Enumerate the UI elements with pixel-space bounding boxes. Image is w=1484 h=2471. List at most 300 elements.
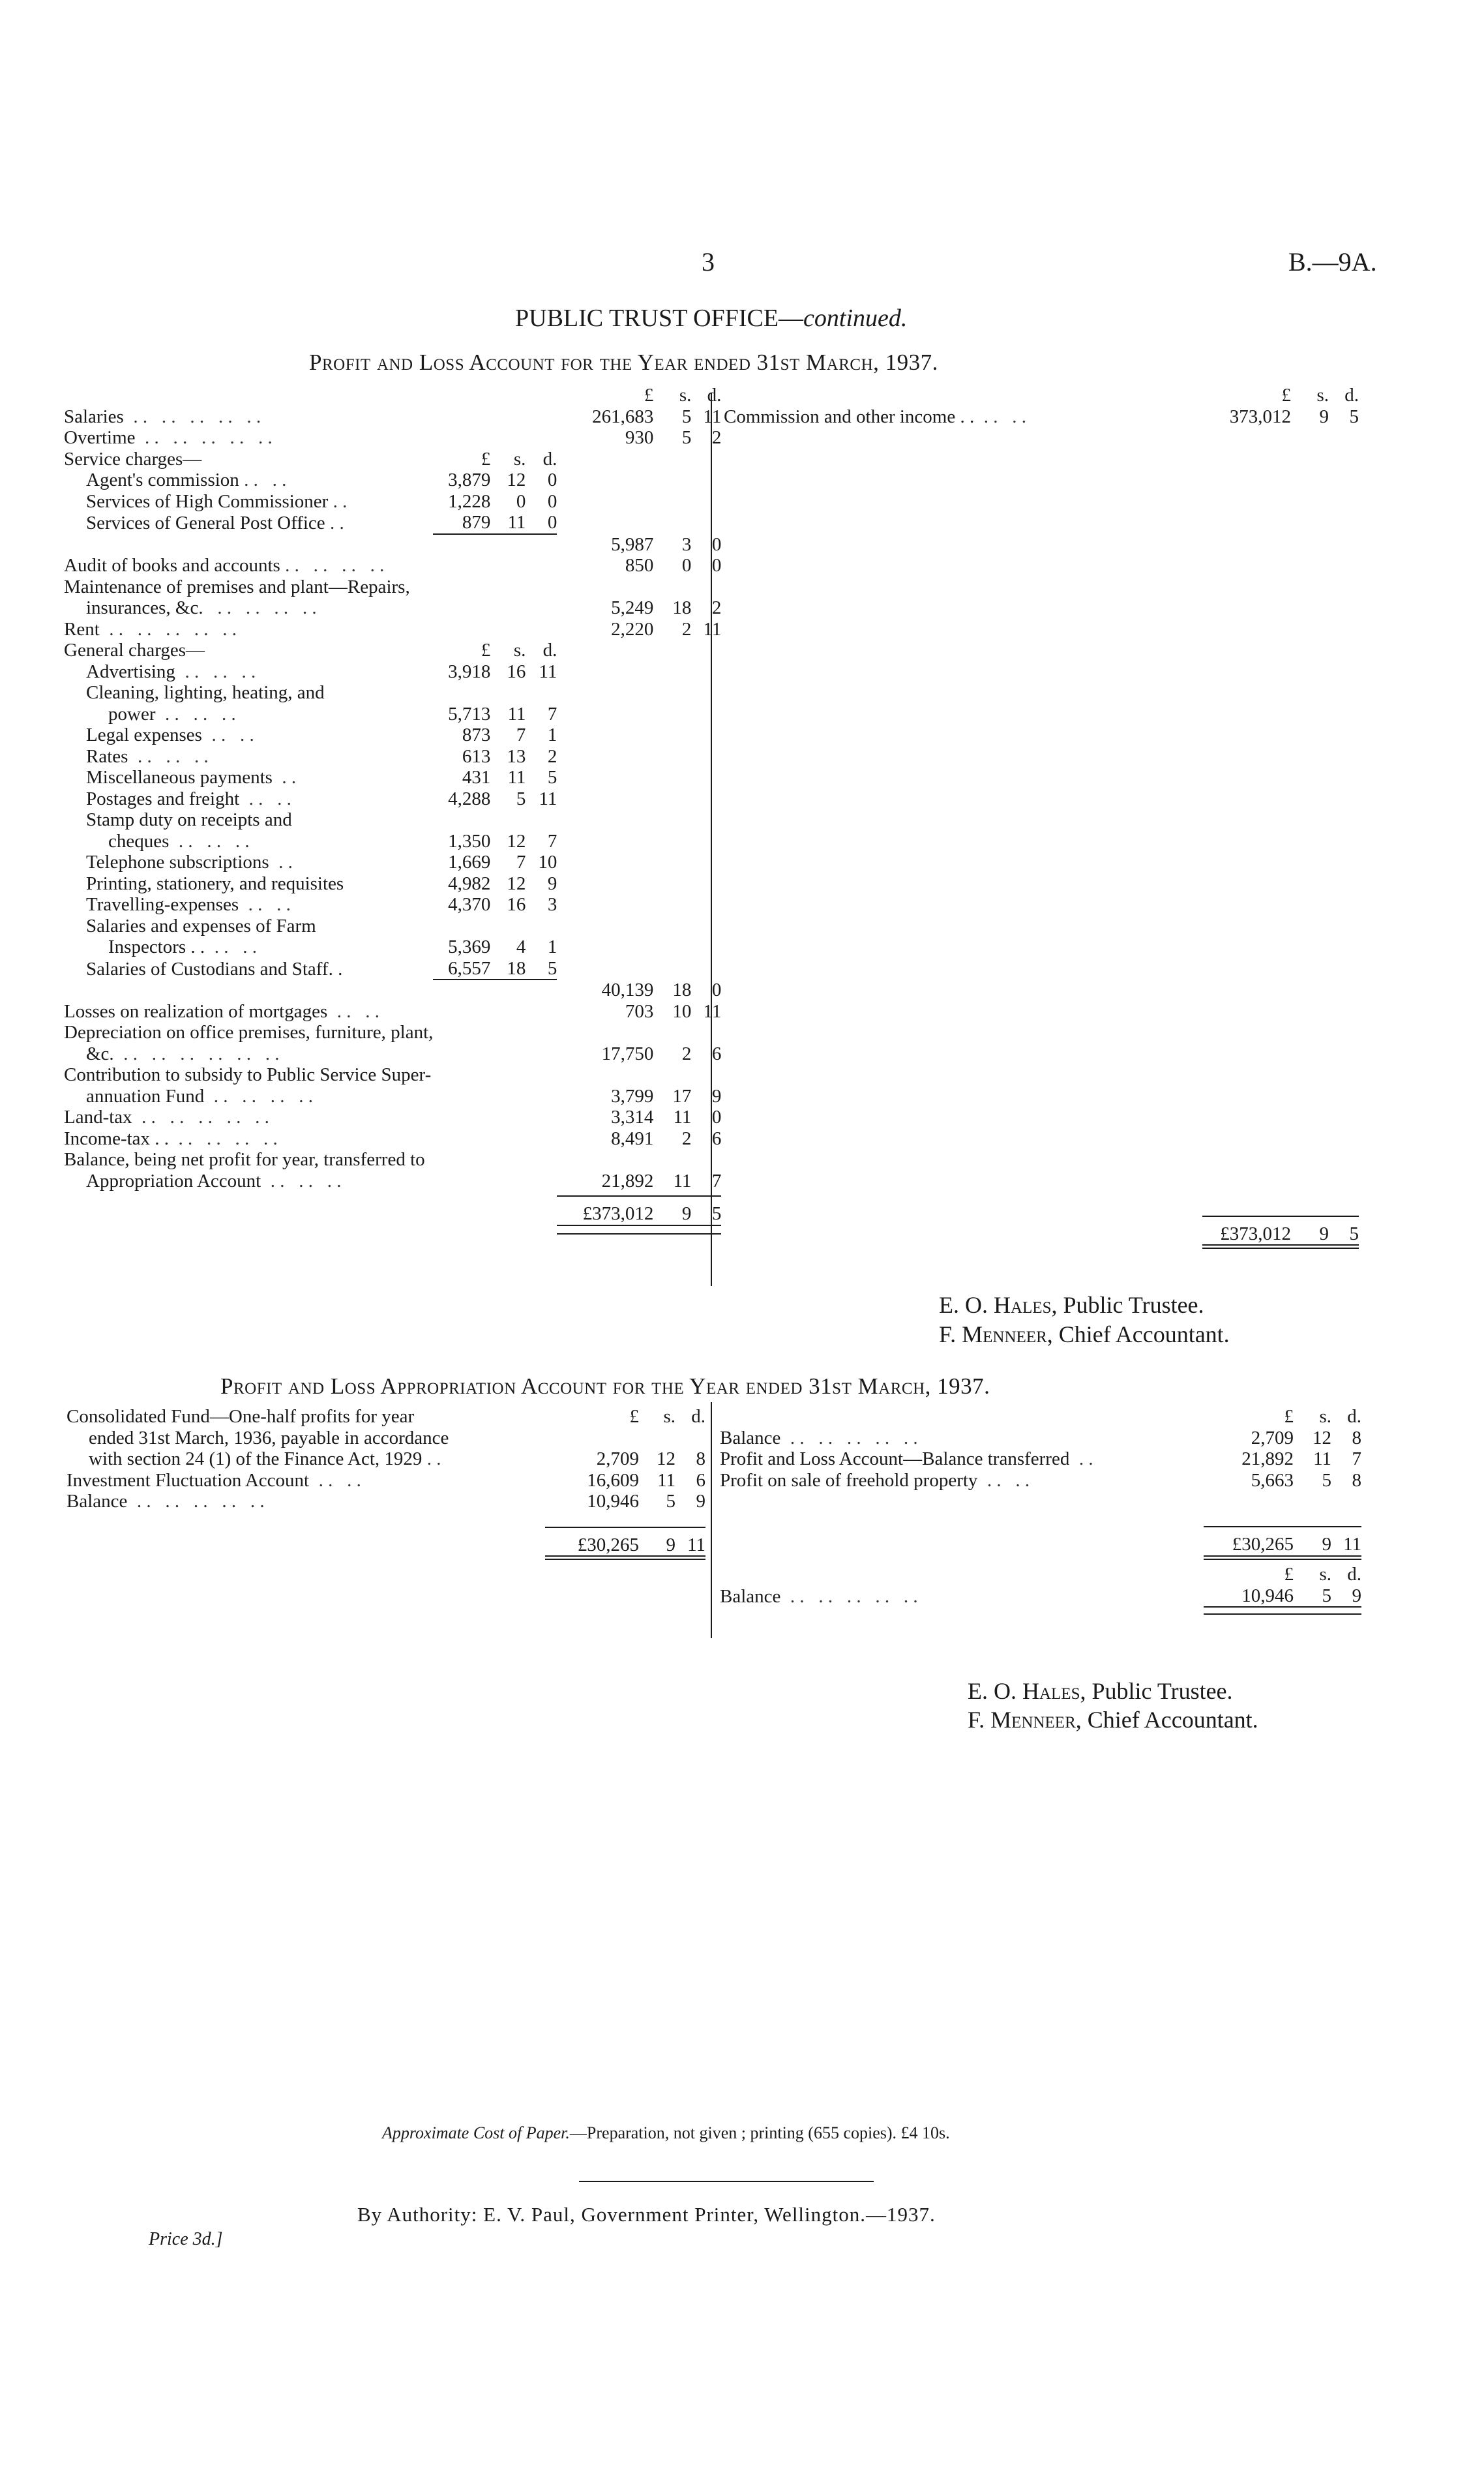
sub-amount-shillings: 11	[507, 767, 526, 788]
row-label	[715, 406, 1202, 428]
blank-cell	[433, 1149, 490, 1171]
amount-shillings: 0	[681, 555, 692, 576]
total-shillings: 9	[639, 1527, 675, 1557]
row-label-text: Maintenance of premises and plant—Repairs,	[64, 576, 410, 597]
sub-amount-pence: 5	[547, 767, 557, 788]
blank-cell	[490, 1043, 526, 1065]
row-leader-dots: . . . . . . . . . . . .	[113, 1043, 280, 1064]
row-label-text: Printing, stationery, and requisites	[86, 873, 344, 894]
row-label-text: Salaries and expenses of Farm	[86, 915, 316, 936]
row-leader-dots: . .	[272, 767, 297, 788]
total-pounds: £373,012	[557, 1196, 653, 1225]
app-signature-trustee	[968, 1677, 1233, 1705]
row-leader-dots: . . . . . . . .	[203, 597, 317, 618]
pound-col-header: £	[1284, 1564, 1294, 1585]
blank-cell	[653, 640, 691, 661]
sub-shilling-col-header: s.	[513, 448, 526, 470]
row-label	[67, 1428, 545, 1449]
amount-pounds: 2,709	[596, 1448, 639, 1469]
double-rule-row	[720, 1607, 1361, 1614]
double-rule	[1291, 1245, 1329, 1248]
ledger-row	[64, 640, 721, 661]
row-label-text: Commission and other income . .	[724, 406, 975, 427]
ledger-row	[64, 704, 721, 725]
row-label	[64, 619, 433, 640]
row-leader-dots: . . . . . . . . . .	[127, 1491, 265, 1512]
blank-cell	[526, 1149, 557, 1171]
blank-cell	[557, 640, 653, 661]
amount-pence: 8	[696, 1448, 705, 1469]
row-label-text: Land-tax	[64, 1107, 132, 1128]
amount-pence: 11	[703, 1000, 722, 1022]
blank-cell	[653, 682, 691, 704]
blank-cell	[715, 385, 1202, 406]
amount-pence: 8	[1352, 1427, 1361, 1448]
row-leader-dots: . . . .	[239, 894, 291, 915]
blank-cell	[490, 682, 526, 704]
blank-cell	[653, 746, 691, 768]
amount-pence: 0	[711, 555, 722, 576]
amount-shillings: 5	[1322, 1585, 1331, 1606]
row-leader-dots: . . . . . . . . . .	[780, 1427, 918, 1448]
sub-amount-shillings: 12	[507, 873, 526, 894]
row-label-text: Audit of books and accounts	[64, 555, 280, 576]
row-label	[64, 936, 433, 958]
amount-pence: 0	[711, 1107, 722, 1128]
blank-cell	[653, 470, 691, 491]
blank-cell	[526, 1225, 557, 1234]
cost-text: —Preparation, not given ; printing (655 copies). £4 10s.	[569, 2123, 950, 2142]
ledger-row	[64, 1171, 721, 1192]
row-leader-dots: . . . .	[201, 725, 254, 745]
double-rule	[557, 1225, 653, 1234]
blank-cell	[433, 577, 490, 598]
row-label	[64, 470, 433, 491]
row-label	[64, 597, 433, 619]
blank-cell	[64, 385, 433, 406]
spacer-row	[64, 1191, 721, 1196]
row-label	[64, 1043, 433, 1065]
sub-amount-pounds: 431	[462, 767, 491, 788]
sub-amount-pence: 5	[547, 957, 557, 979]
amount-shillings: 18	[672, 980, 692, 1000]
row-leader-dots: . .	[1069, 1448, 1093, 1469]
app-signature-accountant	[968, 1706, 1258, 1733]
amount-pence: 9	[711, 1085, 722, 1107]
amount-shillings: 11	[673, 1107, 692, 1128]
amount-shillings: 12	[657, 1448, 675, 1469]
sub-pound-col-header: £	[481, 448, 491, 470]
ledger-row	[64, 725, 721, 746]
amount-pounds: 16,609	[587, 1469, 639, 1491]
blank-cell	[675, 1428, 705, 1449]
blank-cell	[653, 936, 691, 958]
blank-cell	[653, 809, 691, 831]
amount-pounds: 5,663	[1251, 1469, 1294, 1491]
blank-cell	[526, 577, 557, 598]
blank-cell	[526, 597, 557, 619]
amount-shillings: 5	[666, 1491, 675, 1512]
pl-trustee-name: E. O. Hales	[939, 1292, 1052, 1318]
amount-pounds: 5,249	[611, 597, 654, 618]
row-label-text: Salaries	[64, 406, 124, 427]
ledger-row	[64, 1043, 721, 1065]
blank-cell	[653, 1022, 691, 1043]
ledger-row	[64, 661, 721, 683]
blank-cell	[720, 1559, 1204, 1585]
row-label	[64, 725, 433, 746]
spacer-row	[715, 427, 1359, 1216]
ledger-row	[64, 916, 721, 937]
blank-cell	[64, 534, 433, 556]
amount-pence: 0	[711, 533, 722, 555]
blank-cell	[490, 1196, 526, 1225]
blank-cell	[490, 1086, 526, 1107]
sub-amount-shillings: 11	[507, 703, 526, 725]
ledger-row	[67, 1491, 705, 1512]
row-label-text: Inspectors . .	[108, 936, 205, 957]
blank-cell	[433, 1086, 490, 1107]
total-pounds: £30,265	[1204, 1527, 1294, 1556]
blank-cell	[490, 916, 526, 937]
row-leader-dots: . . . .	[205, 936, 257, 957]
blank-cell	[526, 427, 557, 449]
amount-pounds: 373,012	[1229, 406, 1291, 427]
total-pounds: £30,265	[545, 1527, 639, 1557]
blank-cell	[490, 1171, 526, 1192]
row-label-text: Balance	[67, 1491, 128, 1512]
pound-col-header: £	[629, 1406, 639, 1427]
sub-amount-pounds: 873	[462, 725, 491, 745]
amount-pounds: 703	[625, 1000, 654, 1022]
pl-debit-table	[64, 385, 721, 1235]
amount-shillings: 3	[681, 533, 692, 555]
row-label	[720, 1428, 1204, 1449]
row-label	[64, 704, 433, 725]
row-label-text: Services of General Post Office	[86, 513, 325, 533]
row-label-text: Overtime	[64, 427, 136, 448]
amount-pounds: 21,892	[601, 1170, 654, 1191]
row-leader-dots: . . . . . . . . . .	[135, 427, 273, 448]
app-accountant-name: F. Menneer	[968, 1707, 1076, 1733]
sub-amount-pence: 11	[539, 788, 557, 809]
row-label	[64, 873, 433, 895]
blank-cell	[557, 1064, 653, 1086]
amount-shillings: 12	[1313, 1427, 1331, 1448]
ledger-row	[64, 1022, 721, 1043]
row-label-text: Travelling-expenses	[86, 894, 239, 915]
ledger-row	[64, 406, 721, 428]
row-leader-dots: . . . . . . . .	[280, 555, 385, 576]
sub-amount-pence: 3	[547, 894, 557, 915]
pound-col-header: £	[644, 385, 654, 406]
ledger-row	[64, 491, 721, 513]
ledger-row	[64, 788, 721, 810]
sub-amount-pounds: 879	[462, 512, 491, 533]
subtotal-rule	[526, 534, 557, 556]
sub-amount-pounds: 4,982	[448, 873, 491, 894]
amount-shillings: 2	[681, 1043, 692, 1064]
blank-cell	[653, 449, 691, 470]
row-label-text: Balance	[720, 1585, 781, 1607]
sub-amount-pence: 10	[538, 852, 557, 873]
blank-cell	[557, 873, 653, 895]
blank-cell	[653, 491, 691, 513]
blank-cell	[653, 512, 691, 534]
sub-amount-shillings: 16	[507, 661, 526, 682]
shilling-col-header: s.	[663, 1406, 675, 1427]
amount-shillings: 11	[673, 1170, 692, 1191]
blank-cell	[490, 555, 526, 577]
blank-cell	[490, 1128, 526, 1150]
amount-pence: 11	[703, 406, 722, 427]
double-rule	[1204, 1607, 1294, 1614]
ledger-row	[64, 512, 721, 534]
blank-cell	[64, 1196, 433, 1225]
ledger-row	[64, 958, 721, 980]
row-label	[64, 449, 433, 470]
ledger-row	[64, 470, 721, 491]
office-heading	[515, 304, 907, 333]
row-leader-dots: . . . . . . . .	[169, 1128, 278, 1149]
blank-cell	[433, 555, 490, 577]
blank-cell	[653, 1064, 691, 1086]
row-label	[64, 958, 433, 980]
office-name: PUBLIC TRUST OFFICE—	[515, 305, 804, 332]
authority-line: By Authority: E. V. Paul, Government Printer, Wellington.—1937.	[357, 2203, 936, 2226]
row-leader-dots: . . . . . .	[261, 1170, 342, 1191]
sub-amount-pounds: 1,228	[448, 490, 491, 512]
amount-pounds: 930	[625, 427, 654, 448]
price-line: Price 3d.]	[149, 2229, 223, 2249]
blank-cell	[433, 1064, 490, 1086]
row-label-text: &c.	[86, 1043, 114, 1064]
blank-cell	[557, 512, 653, 534]
ledger-row	[64, 894, 721, 916]
subtotal-row	[64, 980, 721, 1001]
amount-pounds: 3,799	[611, 1085, 654, 1107]
subtotal-rule	[490, 534, 526, 556]
row-leader-dots: . . . .	[239, 470, 287, 490]
row-label-text: Rent	[64, 618, 100, 640]
blank-cell	[433, 1128, 490, 1150]
row-label	[64, 1086, 433, 1107]
carried-balance-row	[720, 1585, 1361, 1608]
row-leader-dots: . . . . . . . . . .	[123, 406, 261, 427]
sub-amount-pounds: 3,918	[448, 661, 491, 682]
sub-amount-shillings: 12	[507, 830, 526, 852]
double-rule-row	[67, 1556, 705, 1559]
row-label-text: Telephone subscriptions	[86, 852, 269, 873]
blank-cell	[67, 1527, 545, 1557]
blank-cell	[653, 852, 691, 873]
blank-cell	[526, 1043, 557, 1065]
blank-cell	[433, 916, 490, 937]
row-label	[64, 555, 433, 577]
blank-cell	[490, 597, 526, 619]
blank-cell	[526, 1196, 557, 1225]
pence-col-header: d.	[691, 1406, 705, 1427]
blank-cell	[653, 704, 691, 725]
blank-cell	[67, 1512, 705, 1527]
ledger-row	[64, 1086, 721, 1107]
row-label	[64, 1128, 433, 1150]
row-label-text: Contribution to subsidy to Public Service Super-	[64, 1064, 432, 1085]
blank-cell	[557, 746, 653, 768]
shilling-col-header: s.	[1316, 385, 1329, 406]
blank-cell	[433, 1225, 490, 1234]
blank-cell	[639, 1428, 675, 1449]
sub-amount-shillings: 4	[516, 936, 526, 957]
double-rule	[639, 1556, 675, 1559]
ledger-row	[64, 1001, 721, 1023]
sub-amount-pence: 7	[547, 830, 557, 852]
sub-amount-shillings: 7	[516, 725, 526, 745]
row-label	[64, 1022, 433, 1043]
sub-amount-pounds: 6,557	[448, 957, 491, 979]
row-label	[64, 746, 433, 768]
sub-amount-shillings: 12	[507, 470, 526, 490]
row-label-text: Income-tax . .	[64, 1128, 170, 1149]
sub-amount-shillings: 7	[516, 852, 526, 873]
row-label-text: Legal expenses	[86, 725, 202, 745]
subtotal-rule	[490, 980, 526, 1001]
row-label-text: Cleaning, lighting, heating, and	[86, 682, 325, 703]
blank-cell	[526, 385, 557, 406]
app-centre-divider	[711, 1402, 712, 1638]
row-label	[64, 767, 433, 788]
blank-cell	[433, 427, 490, 449]
blank-cell	[433, 809, 490, 831]
row-label	[64, 661, 433, 683]
blank-cell	[526, 916, 557, 937]
blank-cell	[490, 1064, 526, 1086]
blank-cell	[545, 1428, 639, 1449]
blank-cell	[526, 1171, 557, 1192]
blank-cell	[557, 449, 653, 470]
app-debit-table	[67, 1406, 705, 1560]
row-leader-dots: . .	[328, 490, 348, 512]
amount-pounds: 17,750	[601, 1043, 654, 1064]
blank-cell	[433, 1196, 490, 1225]
blank-cell	[557, 577, 653, 598]
row-label	[64, 640, 433, 661]
blank-cell	[653, 831, 691, 852]
row-label	[64, 788, 433, 810]
sub-amount-shillings: 18	[507, 957, 526, 979]
sub-amount-pence: 9	[547, 873, 557, 894]
amount-pounds: 10,946	[587, 1491, 639, 1512]
row-leader-dots: . . . .	[974, 406, 1026, 427]
double-rule	[1331, 1607, 1361, 1614]
row-label-text: ended 31st March, 1936, payable in accordance	[89, 1427, 449, 1448]
row-label	[67, 1448, 545, 1470]
amount-pounds: 10,946	[1241, 1585, 1294, 1606]
row-label-text: Depreciation on office premises, furniture, plant,	[64, 1022, 434, 1043]
amount-pence: 6	[711, 1043, 722, 1064]
app-title: Profit and Loss Appropriation Account for the Year ended 31st March, 1937.	[220, 1373, 990, 1399]
row-label-text: Appropriation Account	[86, 1170, 261, 1191]
blank-cell	[557, 852, 653, 873]
blank-cell	[653, 661, 691, 683]
blank-cell	[653, 873, 691, 895]
row-leader-dots: . .	[269, 852, 293, 873]
blank-cell	[490, 1022, 526, 1043]
total-shillings: 9	[1294, 1527, 1331, 1556]
blank-cell	[557, 958, 653, 980]
sub-amount-shillings: 0	[516, 490, 526, 512]
blank-cell	[557, 491, 653, 513]
ledger-row	[64, 831, 721, 852]
amount-pence: 9	[1352, 1585, 1361, 1606]
ledger-row	[64, 1064, 721, 1086]
row-label-text: annuation Fund	[86, 1085, 205, 1107]
pence-col-header: d.	[1347, 1564, 1361, 1585]
total-pence: 5	[691, 1196, 721, 1225]
app-credit-col-header	[720, 1406, 1361, 1428]
blank-cell	[433, 682, 490, 704]
blank-cell	[433, 385, 490, 406]
total-pence: 11	[1331, 1527, 1361, 1556]
blank-cell	[720, 1607, 1204, 1614]
row-label	[64, 682, 433, 704]
blank-cell	[715, 1245, 1202, 1248]
row-leader-dots: . . . .	[309, 1469, 361, 1491]
shilling-col-header: s.	[679, 385, 692, 406]
blank-cell	[720, 1527, 1204, 1556]
row-label-text: Miscellaneous payments	[86, 767, 273, 788]
subtotal-rule	[433, 980, 490, 1001]
office-continued: continued.	[803, 305, 908, 332]
row-label	[64, 577, 433, 598]
row-leader-dots: . . . .	[977, 1469, 1030, 1491]
pence-col-header: d.	[1344, 385, 1359, 406]
blank-cell	[653, 958, 691, 980]
row-label-text: Services of High Commissioner	[86, 490, 329, 512]
pl-trustee-role: , Public Trustee.	[1051, 1292, 1204, 1318]
blank-cell	[720, 1491, 1361, 1527]
amount-shillings: 10	[672, 1000, 692, 1022]
shilling-col-header: s.	[1319, 1564, 1331, 1585]
page-number: 3	[702, 247, 715, 277]
row-label-text: Balance, being net profit for year, transferred to	[64, 1149, 425, 1170]
sub-amount-pence: 11	[539, 661, 557, 682]
double-rule	[1202, 1245, 1291, 1248]
sub-amount-pence: 0	[547, 512, 557, 533]
row-leader-dots: . . . . . . . .	[204, 1085, 313, 1107]
sub-amount-pence: 1	[547, 725, 557, 745]
total-pence: 5	[1329, 1216, 1359, 1246]
row-leader-dots: . . . . . .	[175, 661, 256, 682]
total-shillings: 9	[653, 1196, 691, 1225]
blank-cell	[653, 577, 691, 598]
ledger-row	[67, 1406, 705, 1428]
blank-cell	[557, 788, 653, 810]
blank-cell	[526, 1022, 557, 1043]
blank-cell	[526, 406, 557, 428]
row-label-text: Investment Fluctuation Account	[67, 1469, 310, 1491]
double-rule	[675, 1556, 705, 1559]
shilling-col-header: s.	[1319, 1406, 1331, 1427]
blank-cell	[653, 894, 691, 916]
row-label	[67, 1470, 545, 1491]
amount-shillings: 2	[681, 618, 692, 640]
row-label	[67, 1406, 545, 1428]
ledger-row	[67, 1448, 705, 1470]
blank-cell	[433, 1001, 490, 1023]
ledger-row	[64, 555, 721, 577]
double-rule	[653, 1225, 691, 1234]
